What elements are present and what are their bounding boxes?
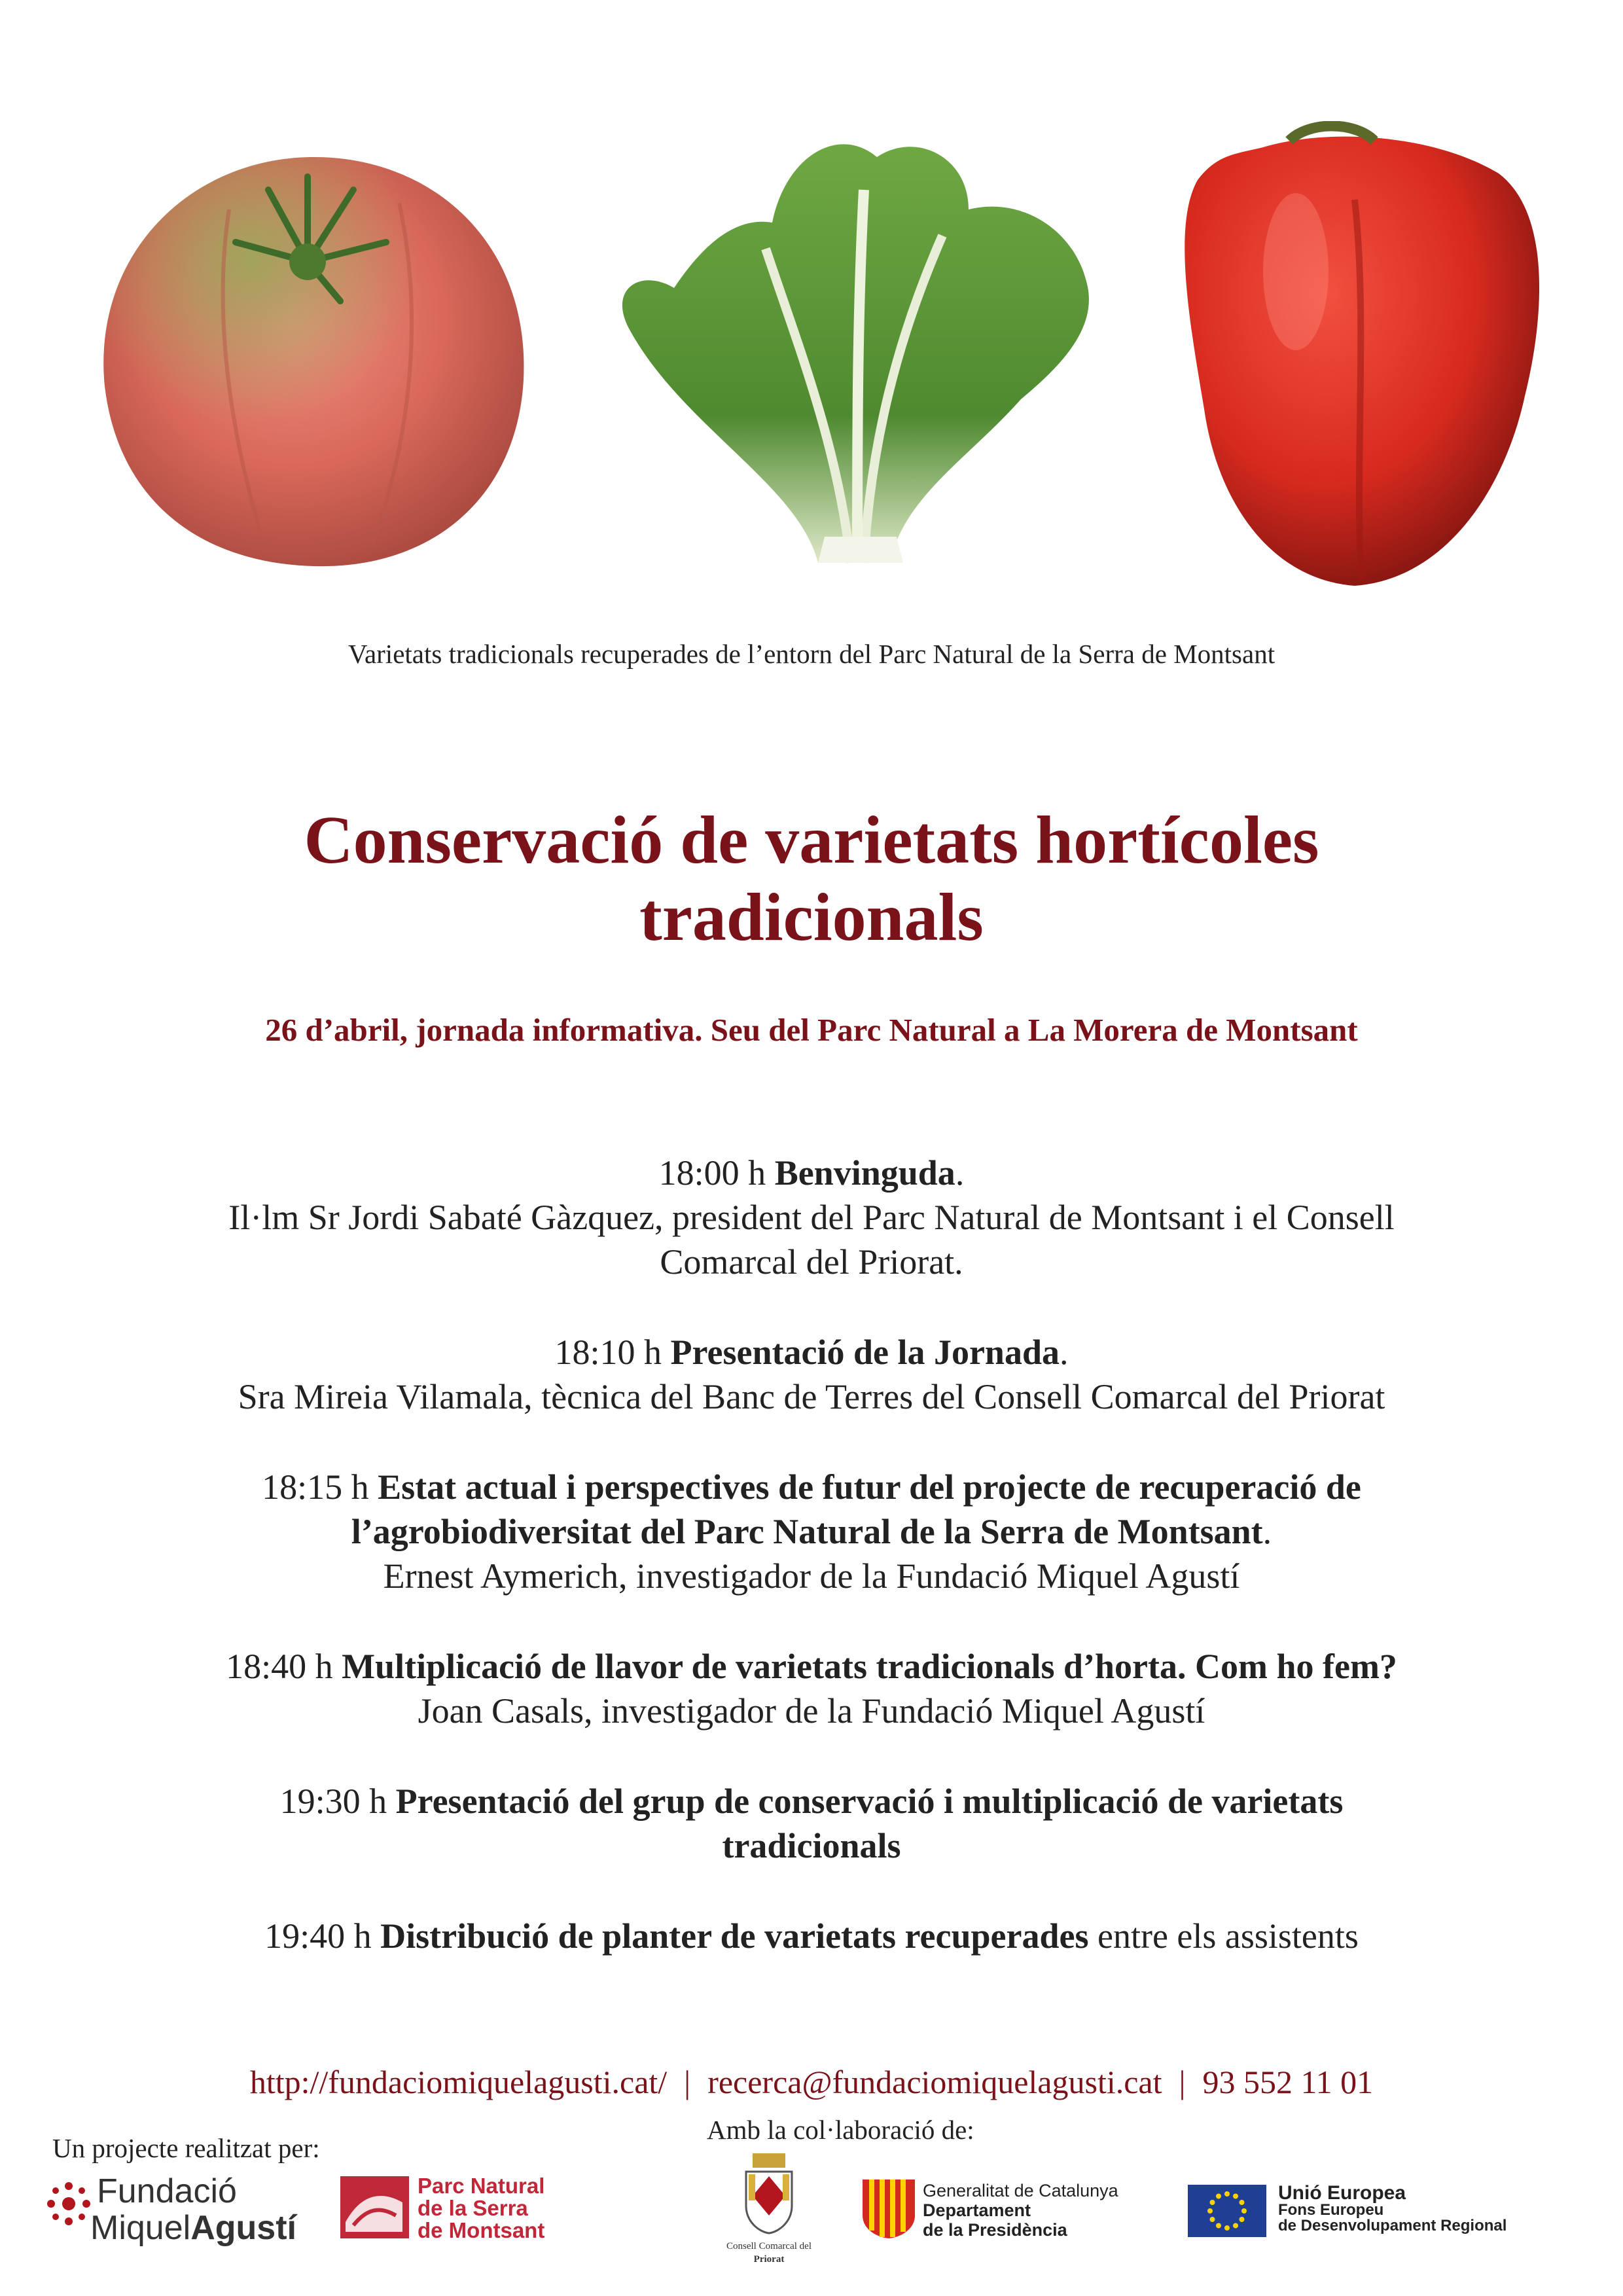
eu-logo-line1: Unió Europea	[1278, 2182, 1406, 2204]
title-line-2: tradicionals	[639, 880, 984, 955]
fundacio-logo-line1: Fundació	[97, 2172, 237, 2210]
eu-logo	[1188, 2182, 1580, 2244]
eu-logo-line3: de Desenvolupament Regional	[1278, 2217, 1507, 2234]
item-title-cont: l’agrobiodiversitat del Parc Natural de la Serra de Montsant	[351, 1512, 1263, 1551]
lettuce-image	[602, 118, 1113, 576]
item-speaker-cont: Comarcal del Priorat.	[660, 1242, 963, 1282]
consell-comarcal-logo	[710, 2153, 828, 2278]
project-by-label: Un projecte realitzat per:	[52, 2133, 320, 2163]
item-title-cont: tradicionals	[722, 1826, 901, 1865]
coat-of-arms-icon	[740, 2153, 798, 2235]
phone-number: 93 552 11 01	[1202, 2064, 1374, 2100]
item-time: 18:15 h	[262, 1467, 369, 1507]
parc-natural-logo	[340, 2176, 602, 2248]
program-item	[52, 1644, 1571, 1733]
item-speaker: Sra Mireia Vilamala, tècnica del Banc de Terres del Consell Comarcal del Priorat	[238, 1377, 1385, 1416]
consell-logo-line2: Priorat	[753, 2254, 785, 2265]
separator: |	[1179, 2064, 1186, 2100]
program-item	[52, 1779, 1571, 1868]
tomato-image	[92, 131, 537, 576]
item-title: Multiplicació de llavor de varietats tradicionals d’horta. Com ho fem?	[342, 1647, 1397, 1686]
generalitat-logo	[863, 2179, 1150, 2245]
program-item	[52, 1151, 1571, 1284]
item-after: entre els assistents	[1088, 1916, 1359, 1956]
parc-logo-line2: de la Serra	[418, 2196, 528, 2220]
fundacio-emblem-icon	[46, 2181, 92, 2227]
image-caption: Varietats tradicionals recuperades de l’entorn del Parc Natural de la Serra de Montsant	[348, 639, 1275, 669]
parc-logo-line1: Parc Natural	[418, 2174, 545, 2198]
gencat-logo-line2: Departament	[923, 2200, 1031, 2220]
item-speaker: Joan Casals, investigador de la Fundació Miquel Agustí	[418, 1691, 1205, 1731]
contact-line	[0, 2063, 1623, 2101]
item-after: .	[1262, 1512, 1272, 1551]
item-time: 19:40 h	[264, 1916, 372, 1956]
program-item	[52, 1465, 1571, 1598]
eu-flag-icon	[1188, 2185, 1266, 2237]
item-title: Presentació del grup de conservació i multiplicació de varietats	[395, 1782, 1344, 1821]
collaboration-label: Amb la col·laboració de:	[707, 2115, 974, 2145]
item-title: Presentació de la Jornada	[670, 1333, 1060, 1372]
program-item	[52, 1914, 1571, 1958]
item-time: 19:30 h	[279, 1782, 387, 1821]
gencat-logo-line3: de la Presidència	[923, 2220, 1067, 2240]
item-time: 18:10 h	[554, 1333, 662, 1372]
item-after: .	[1059, 1333, 1069, 1372]
senyera-icon	[863, 2179, 915, 2238]
item-time: 18:40 h	[226, 1647, 333, 1686]
item-title: Estat actual i perspectives de futur del projecte de recuperació de	[378, 1467, 1361, 1507]
parc-logo-line3: de Montsant	[418, 2218, 545, 2242]
gencat-logo-line1: Generalitat de Catalunya	[923, 2181, 1118, 2200]
title-line-1: Conservació de varietats hortícoles	[304, 802, 1319, 878]
page-title	[0, 802, 1623, 956]
fundacio-logo-line2b: Agustí	[190, 2209, 296, 2247]
separator: |	[684, 2064, 691, 2100]
item-title: Distribució de planter de varietats recuperades	[380, 1916, 1089, 1956]
website-link[interactable]: http://fundaciomiquelagusti.cat/	[249, 2064, 668, 2100]
item-after: .	[955, 1153, 965, 1193]
program-list	[52, 1151, 1571, 2004]
item-title: Benvinguda	[774, 1153, 955, 1193]
pepper-image	[1158, 121, 1551, 592]
fundacio-logo-line2a: Miquel	[90, 2209, 191, 2247]
eu-logo-line2: Fons Europeu	[1278, 2201, 1384, 2219]
email-link[interactable]: recerca@fundaciomiquelagusti.cat	[707, 2064, 1162, 2100]
item-speaker: Ernest Aymerich, investigador de la Fundació Miquel Agustí	[383, 1556, 1240, 1596]
item-speaker: Il·lm Sr Jordi Sabaté Gàzquez, president del Parc Natural de Montsant i el Consell	[228, 1198, 1395, 1237]
consell-logo-line1: Consell Comarcal del	[726, 2241, 812, 2251]
fundacio-logo	[46, 2173, 321, 2258]
item-time: 18:00 h	[658, 1153, 766, 1193]
program-item	[52, 1330, 1571, 1419]
parc-natural-emblem-icon	[340, 2176, 409, 2238]
event-subtitle: 26 d’abril, jornada informativa. Seu del Parc Natural a La Morera de Montsant	[265, 1012, 1358, 1048]
